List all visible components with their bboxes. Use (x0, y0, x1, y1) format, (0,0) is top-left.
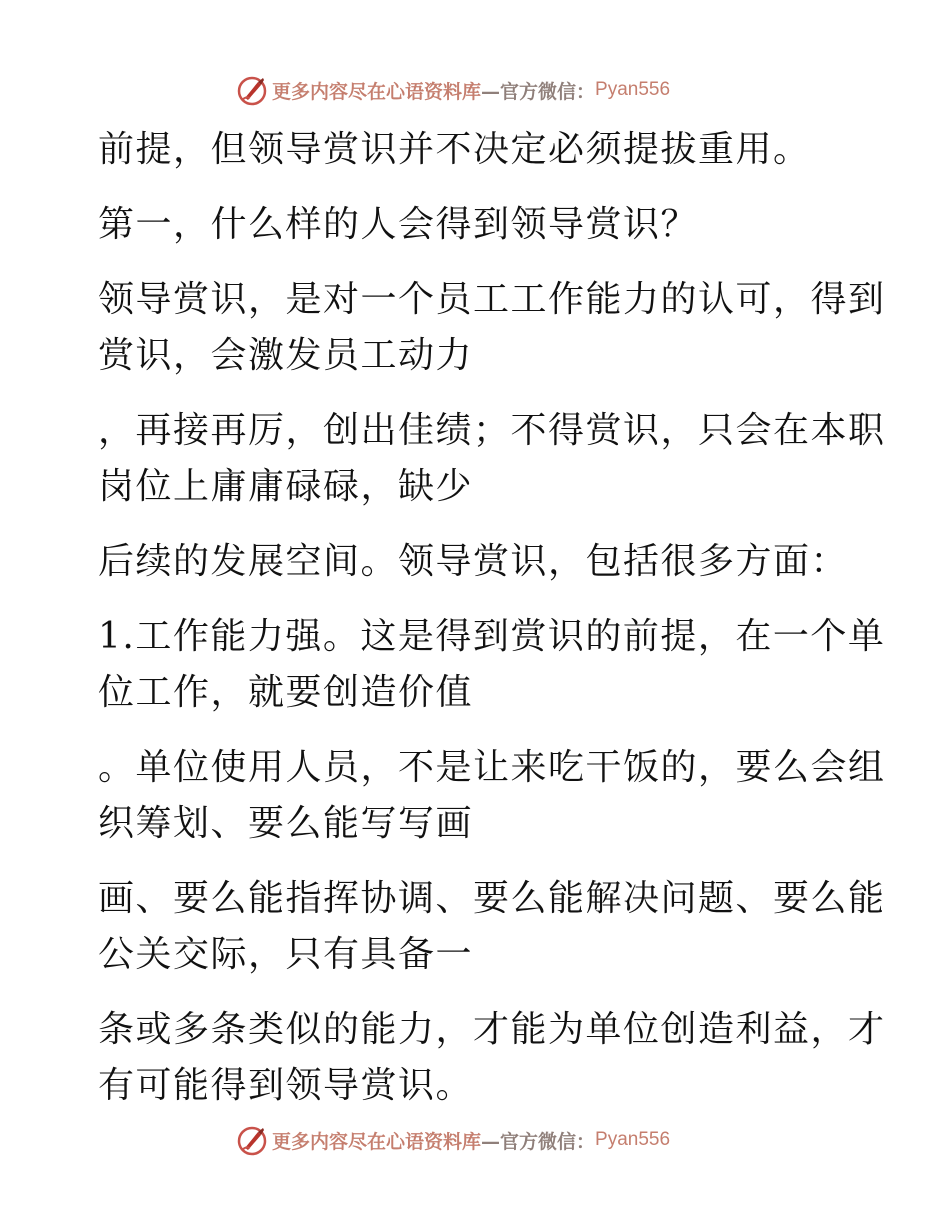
text-line: 条或多条类似的能力，才能为单位创造利益，才 (98, 1009, 886, 1050)
text-line: 第一，什么样的人会得到领导赏识？ (98, 204, 699, 245)
paragraph (98, 871, 886, 983)
quill-pen-seal-icon (236, 1124, 268, 1156)
text-line: 公关交际，只有具备一 (98, 934, 474, 975)
watermark-main-text: 更多内容尽在心语资料库 (272, 1130, 482, 1153)
text-line: ，再接再厉，创出佳绩；不得赏识，只会在本职 (98, 410, 886, 451)
text-line: 。单位使用人员，不是让来吃干饭的，要么会组 (98, 747, 886, 788)
watermark-main-text: 更多内容尽在心语资料库 (272, 80, 482, 103)
paragraph (98, 272, 886, 384)
watermark-wechat-id: Pyan556 (595, 1129, 671, 1150)
paragraph (98, 1002, 886, 1114)
quill-pen-seal-icon (236, 74, 268, 106)
watermark-separator-text: —官方微信： (481, 1130, 596, 1153)
text-line: 前提，但领导赏识并不决定必须提拔重用。 (98, 129, 811, 170)
paragraph (98, 609, 886, 721)
paragraph (98, 197, 834, 253)
text-line: 位工作，就要创造价值 (98, 672, 474, 713)
footer-watermark (236, 1123, 670, 1157)
paragraph (98, 122, 834, 178)
paragraph (98, 534, 849, 590)
text-line: 岗位上庸庸碌碌，缺少 (98, 466, 474, 507)
document-body (98, 122, 886, 1133)
text-line: 后续的发展空间。领导赏识，包括很多方面： (98, 541, 849, 582)
watermark-separator-text: —官方微信： (481, 80, 596, 103)
text-line: 1.工作能力强。这是得到赏识的前提，在一个单 (98, 616, 886, 657)
header-watermark (236, 73, 670, 107)
text-line: 画、要么能指挥协调、要么能解决问题、要么能 (98, 878, 886, 919)
watermark-wechat-id: Pyan556 (595, 79, 671, 100)
paragraph (98, 740, 886, 852)
text-line: 织筹划、要么能写写画 (98, 803, 474, 844)
text-line: 赏识，会激发员工动力 (98, 335, 474, 376)
text-line: 领导赏识，是对一个员工工作能力的认可，得到 (98, 279, 886, 320)
paragraph (98, 403, 886, 515)
text-line: 有可能得到领导赏识。 (98, 1065, 474, 1106)
